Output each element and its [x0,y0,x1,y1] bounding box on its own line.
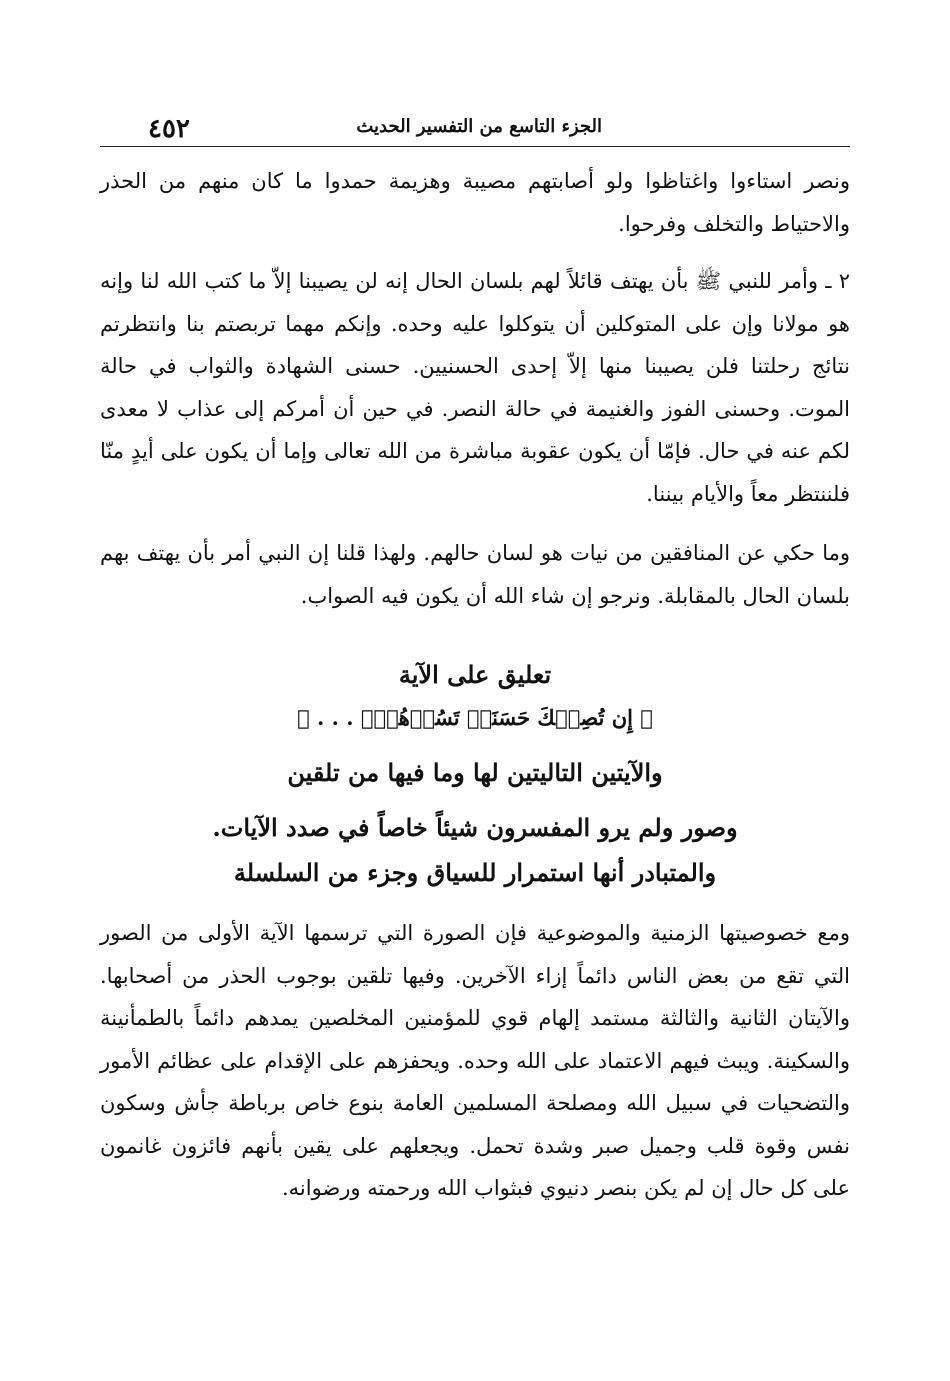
page-header [100,110,850,147]
paragraph-block-2 [100,260,850,515]
section-subtitle-line-2: وصور ولم يرو المفسرون شيئاً خاصاً في صدد الآيات. [212,813,738,842]
paragraph-block-4 [100,912,850,1210]
paragraph-block-3 [100,532,850,617]
page-number: ٤٥٢ [148,114,190,144]
paragraph-4: ومع خصوصيتها الزمنية والموضوعية فإن الصورة التي ترسمها الآية الأولى من الصور التي تقع من بعض الناس دائماً إزاء الآخرين. وفيها تلقين بوجوب الحذر من أصحابها. والآيتان الثانية والثالثة مستمد إلهام قوي للمؤمنين المخلصين يمدهم دائماً بالطمأنينة والسكينة. ويبث فيهم الاعتماد على الله وحده. ويحفزهم على الإقدام على عظائم الأمور والتضحيات في سبيل الله ومصلحة المسلمين العامة بنوع خاص برباطة جأش وسكون نفس وقوة قلب وجميل صبر وشدة تحمل. ويجعلهم على يقين بأنهم فائزون غانمون على كل حال إن لم يكن بنصر دنيوي فبثواب الله ورحمته ورضوانه. [100,921,850,1200]
paragraph-3: وما حكي عن المنافقين من نيات هو لسان حالهم. ولهذا قلنا إن النبي أمر بأن يهتف بهم بلسان الحال بالمقابلة. ونرجو إن شاء الله أن يكون فيه الصواب. [100,541,850,608]
section-subtitle-line-1: والآيتين التاليتين لها وما فيها من تلقين [287,758,663,787]
paragraph-2: ٢ ـ وأمر للنبي ﷺ بأن يهتف قائلاً لهم بلسان الحال إنه لن يصيبنا إلاّ ما كتب الله لنا وإنه هو مولانا وإن على المتوكلين أن يتوكلوا عليه وحده. وإنكم مهما تربصتم بنا وانتظرتم نتائج رحلتنا فلن يصيبنا منها إلاّ إحدى الحسنيين. حسنى الشهادة والثواب في حالة الموت. وحسنى الفوز والغنيمة في حالة النصر. في حين أن أمركم إلى عذاب لا معدى لكم عنه في حال. فإمّا أن يكون عقوبة مباشرة من الله تعالى وإما أن يكون على أيدٍ منّا فلننتظر معاً والأيام بيننا. [100,269,850,506]
running-title: الجزء التاسع من التفسير الحديث [356,116,602,137]
quran-verse: ﴿ إِن تُصِبۡكَ حَسَنَةٞ تَسُؤۡهُمۡۖ . . . ﴾ [297,705,653,730]
section-subtitle-line-3: والمتبادر أنها استمرار للسياق وجزء من السلسلة [233,858,717,887]
section-title: تعليق على الآية [398,660,552,689]
paragraph-1: ونصر استاءوا واغتاظوا ولو أصابتهم مصيبة وهزيمة حمدوا ما كان منهم من الحذر والاحتياط والتخلف وفرحوا. [100,169,850,236]
paragraph-block-1 [100,160,850,245]
